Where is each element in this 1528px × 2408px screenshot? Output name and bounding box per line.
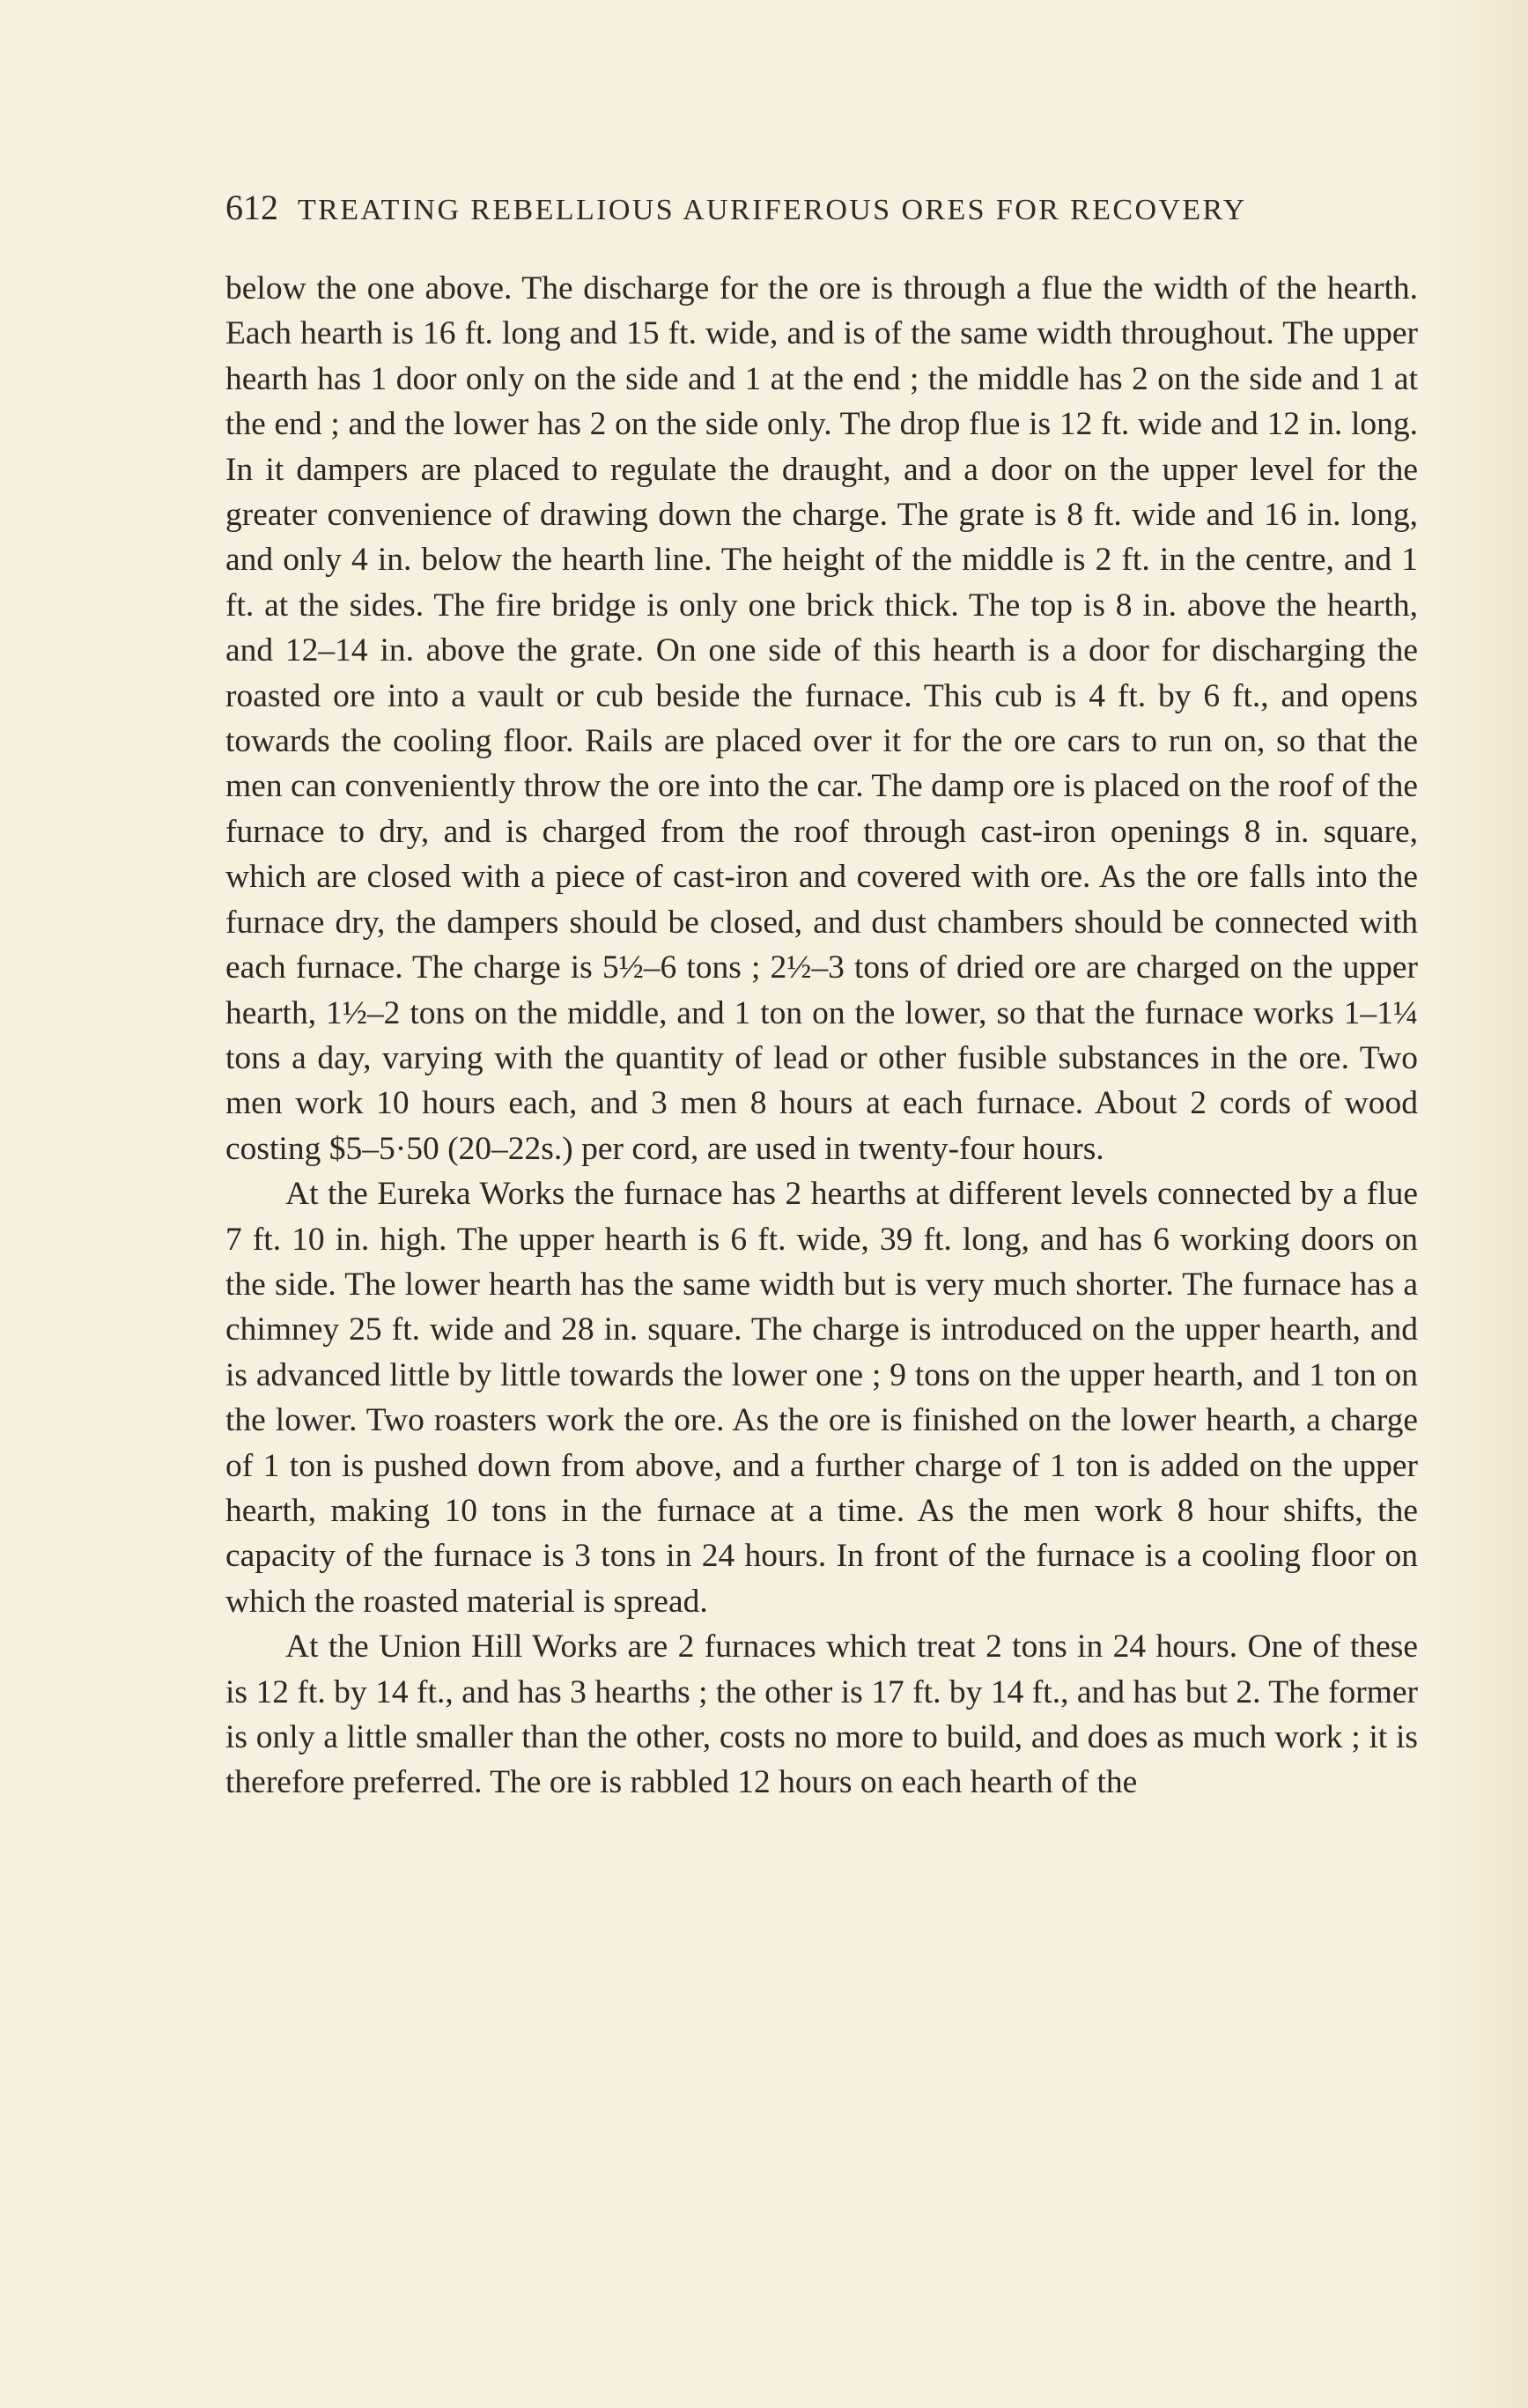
page-title: TREATING REBELLIOUS AURIFEROUS ORES FOR RECOVERY (298, 194, 1247, 226)
paragraph-eureka-works: At the Eureka Works the furnace has 2 hearths at different levels connected by a flue 7 ft. 10 in. high. The upper hearth is 6 ft. wide, 39 ft. long, and has 6 working doors on the side. The lower hearth has the same width but is very much shorter. The furnace has a chimney 25 ft. wide and 28 in. square. The charge is introduced on the upper hearth, and is advanced little by little towards the lower one ; 9 tons on the upper hearth, and 1 ton on the lower. Two roasters work the ore. As the ore is finished on the lower hearth, a charge of 1 ton is pushed down from above, and a further charge of 1 ton is added on the upper hearth, making 10 tons in the furnace at a time. As the men work 8 hour shifts, the capacity of the furnace is 3 tons in 24 hours. In front of the furnace is a cooling floor on which the roasted material is spread. (225, 1176, 1418, 1620)
paragraph-union-hill-works: At the Union Hill Works are 2 furnaces which treat 2 tons in 24 hours. One of these is 12 ft. by 14 ft., and has 3 hearths ; the other is 17 ft. by 14 ft., and has but 2. The former is only a little smaller than the other, costs no more to build, and does as much work ; it is therefore preferred. The ore is rabbled 12 hours on each hearth of the (225, 1629, 1418, 1801)
running-head (225, 187, 1335, 228)
paragraph-continued: below the one above. The discharge for the ore is through a flue the width of the hearth. Each hearth is 16 ft. long and 15 ft. wide, and is of the same width throughout. The upper hearth has 1 door only on the side and 1 at the end ; the middle has 2 on the side and 1 at the end ; and the lower has 2 on the side only. The drop flue is 12 ft. wide and 12 in. long. In it dampers are placed to regulate the draught, and a door on the upper level for the greater convenience of drawing down the charge. The grate is 8 ft. wide and 16 in. long, and only 4 in. below the hearth line. The height of the middle is 2 ft. in the centre, and 1 ft. at the sides. The fire bridge is only one brick thick. The top is 8 in. above the hearth, and 12–14 in. above the grate. On one side of this hearth is a door for discharging the roasted ore into a vault or cub beside the furnace. This cub is 4 ft. by 6 ft., and opens towards the cooling floor. Rails are placed over it for the ore cars to run on, so that the men can conveniently throw the ore into the car. The damp ore is placed on the roof of the furnace to dry, and is charged from the roof through cast-iron openings 8 in. square, which are closed with a piece of cast-iron and covered with ore. As the ore falls into the furnace dry, the dampers should be closed, and dust chambers should be connected with each furnace. The charge is 5½–6 tons ; 2½–3 tons of dried ore are charged on the upper hearth, 1½–2 tons on the middle, and 1 ton on the lower, so that the furnace works 1–1¼ tons a day, varying with the quantity of lead or other fusible substances in the ore. Two men work 10 hours each, and 3 men 8 hours at each furnace. About 2 cords of wood costing $5–5·50 (20–22s.) per cord, are used in twenty-four hours. (225, 270, 1418, 1167)
page-edge-shading (1431, 0, 1528, 2408)
body-text (225, 266, 1418, 1806)
page-number: 612 (225, 188, 278, 227)
